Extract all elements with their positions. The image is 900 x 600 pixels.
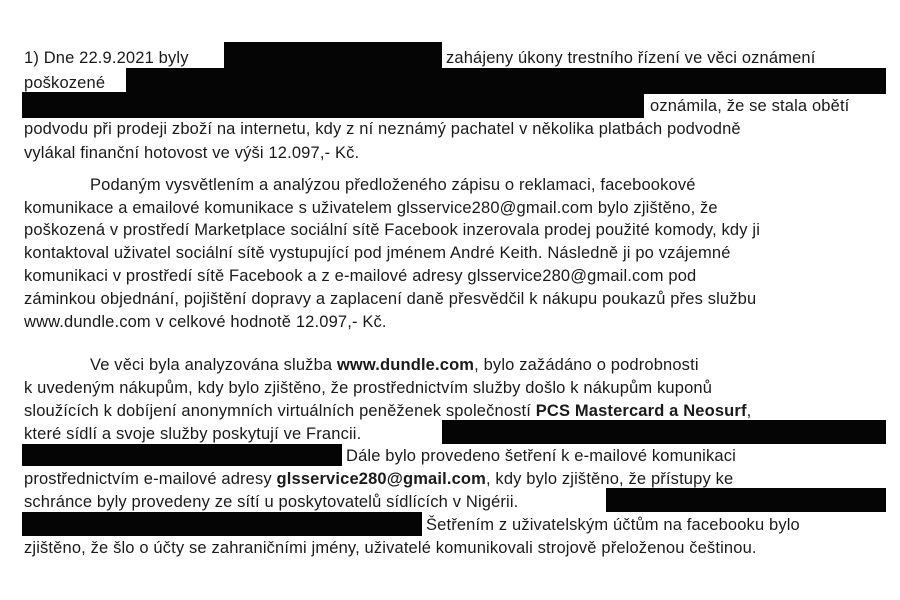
p1-line-4: podvodu při prodeji zboží na internetu, kdy z ní neznámý pachatel v několika platbách podvodně: [24, 120, 741, 138]
redaction-block: [22, 92, 644, 118]
p3-conjunction: a: [669, 402, 679, 420]
p1-line-1b: zahájeny úkony trestního řízení ve věci oznámení: [446, 49, 816, 67]
p3-line-8: Šetřením z uživatelským účtům na facebooku bylo: [426, 516, 800, 534]
p1-line-3: oznámila, že se stala obětí: [650, 97, 850, 115]
p3-line-3a: sloužících k dobíjení anonymních virtuálních peněženek společností: [24, 402, 532, 420]
p3-line-2: k uvedeným nákupům, kdy bylo zjištěno, že prostřednictvím služby došlo k nákupům kuponů: [24, 379, 713, 397]
p3-line-3e: ,: [746, 402, 752, 420]
p3-line-3: [24, 401, 751, 421]
p3-line-5: Dále bylo provedeno šetření k e-mailové komunikaci: [346, 447, 736, 465]
redaction-block: [224, 42, 442, 68]
p2-line-7: www.dundle.com v celkové hodnotě 12.097,- Kč.: [24, 313, 387, 331]
p1-line-2: poškozené: [24, 74, 106, 92]
p3-company-pcs: PCS Mastercard: [535, 402, 665, 420]
p2-line-5: komunikaci v prostředí sítě Facebook a z e-mailové adresy glsservice280@gmail.com pod: [24, 267, 697, 285]
redaction-block: [22, 444, 342, 466]
p2-line-6: záminkou objednání, pojištění dopravy a zaplacení daně přesvědčil k nákupu poukazů přes službu: [24, 290, 757, 308]
p1-line-1a: 1) Dne 22.9.2021 byly: [24, 49, 189, 67]
redaction-block: [22, 512, 422, 536]
p3-line-7: schránce byly provedeny ze sítí u poskytovatelů sídlících v Nigérii.: [24, 493, 519, 511]
p3-line-6a: prostřednictvím e-mailové adresy: [24, 470, 272, 488]
p2-line-1: Podaným vysvětlením a analýzou předloženého zápisu o reklamaci, facebookové: [90, 176, 696, 194]
p2-line-4: kontaktoval uživatel sociální sítě vystupující pod jménem André Keith. Následně ji po vzájemné: [24, 244, 731, 262]
p3-link-dundle: www.dundle.com: [336, 356, 475, 374]
p2-line-2: komunikace a emailové komunikace s uživatelem glsservice280@gmail.com bylo zjištěno, že: [24, 199, 718, 217]
redaction-block: [126, 68, 886, 94]
p3-line-1a: Ve věci byla analyzována služba: [90, 356, 333, 374]
p3-line-6c: , kdy bylo zjištěno, že přístupy ke: [485, 470, 734, 488]
redaction-block: [442, 420, 886, 444]
p3-line-1: [90, 355, 699, 375]
p3-company-neosurf: Neosurf: [683, 402, 747, 420]
p3-line-9: zjištěno, že šlo o účty se zahraničními jmény, uživatelé komunikovali strojově přeloženou češtinou.: [24, 539, 757, 557]
p3-email: glsservice280@gmail.com: [276, 470, 486, 488]
p3-line-1c: , bylo zažádáno o podrobnosti: [474, 356, 699, 374]
p3-line-4: které sídlí a svoje služby poskytují ve Francii.: [24, 425, 362, 443]
redaction-block: [606, 488, 886, 512]
p2-line-3: poškozená v prostředí Marketplace sociální sítě Facebook inzerovala prodej použité komody, kdy ji: [24, 221, 761, 239]
p1-line-5: vylákal finanční hotovost ve výši 12.097,- Kč.: [24, 144, 360, 162]
p3-line-6: [24, 469, 733, 489]
